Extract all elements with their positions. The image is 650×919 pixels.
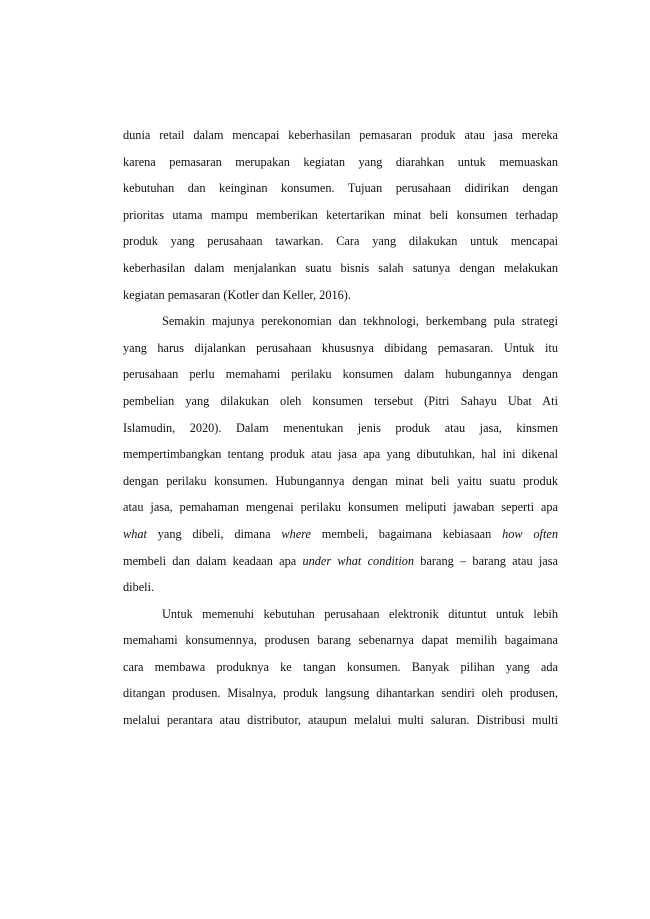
text-segment: membeli, bagaimana kebiasaan [310, 526, 503, 541]
text-line: yang harus dijalankan perusahaan khususnya dibidang pemasaran. Untuk itu [123, 340, 558, 355]
body-text [123, 122, 558, 734]
text-line: dengan perilaku konsumen. Hubungannya dengan minat beli yaitu suatu produk [123, 473, 558, 488]
text-segment: yang dibeli, dimana [146, 526, 282, 541]
text-segment: barang – barang atau jasa [414, 553, 559, 568]
text-line: atau jasa, pemahaman mengenai perilaku konsumen meliputi jawaban seperti apa [123, 500, 558, 515]
text-line: dunia retail dalam mencapai keberhasilan pemasaran produk atau jasa mereka [123, 128, 558, 142]
text-line: cara membawa produknya ke tangan konsumen. Banyak pilihan yang ada [123, 659, 558, 674]
text-segment: membeli dan dalam keadaan apa [123, 553, 303, 568]
text-line: perusahaan perlu memahami perilaku konsumen dalam hubungannya dengan [123, 367, 558, 382]
text-line: dibeli. [123, 580, 155, 595]
text-line: karena pemasaran merupakan kegiatan yang diarahkan untuk memuaskan [123, 154, 558, 169]
text-line: Untuk memenuhi kebutuhan perusahaan elektronik dituntut untuk lebih [162, 606, 558, 621]
italic-phrase: under what condition [302, 553, 415, 568]
italic-phrase: where [281, 526, 311, 541]
text-line: memahami konsumennya, produsen barang sebenarnya dapat memilih bagaimana [123, 633, 558, 648]
text-line: keberhasilan dalam menjalankan suatu bisnis salah satunya dengan melakukan [123, 260, 558, 275]
text-line: melalui perantara atau distributor, ataupun melalui multi saluran. Distribusi multi [123, 713, 558, 728]
text-line: prioritas utama mampu memberikan ketertarikan minat beli konsumen terhadap [123, 207, 558, 222]
italic-phrase: how often [502, 526, 558, 541]
text-line: pembelian yang dilakukan oleh konsumen tersebut (Pitri Sahayu Ubat Ati [123, 393, 558, 408]
italic-phrase: what [123, 526, 147, 541]
text-line: ditangan produsen. Misalnya, produk langsung dihantarkan sendiri oleh produsen, [123, 686, 558, 701]
text-line: Semakin majunya perekonomian dan tekhnologi, berkembang pula strategi [162, 314, 558, 329]
text-line: kebutuhan dan keinginan konsumen. Tujuan perusahaan didirikan dengan [123, 181, 558, 196]
text-line: kegiatan pemasaran (Kotler dan Keller, 2016). [123, 287, 351, 302]
text-line: produk yang perusahaan tawarkan. Cara yang dilakukan untuk mencapai [123, 234, 558, 249]
text-line: Islamudin, 2020). Dalam menentukan jenis produk atau jasa, kinsmen [123, 420, 558, 435]
text-line [123, 521, 558, 548]
text-line [123, 548, 558, 575]
text-line: mempertimbangkan tentang produk atau jasa apa yang dibutuhkan, hal ini dikenal [123, 447, 558, 462]
